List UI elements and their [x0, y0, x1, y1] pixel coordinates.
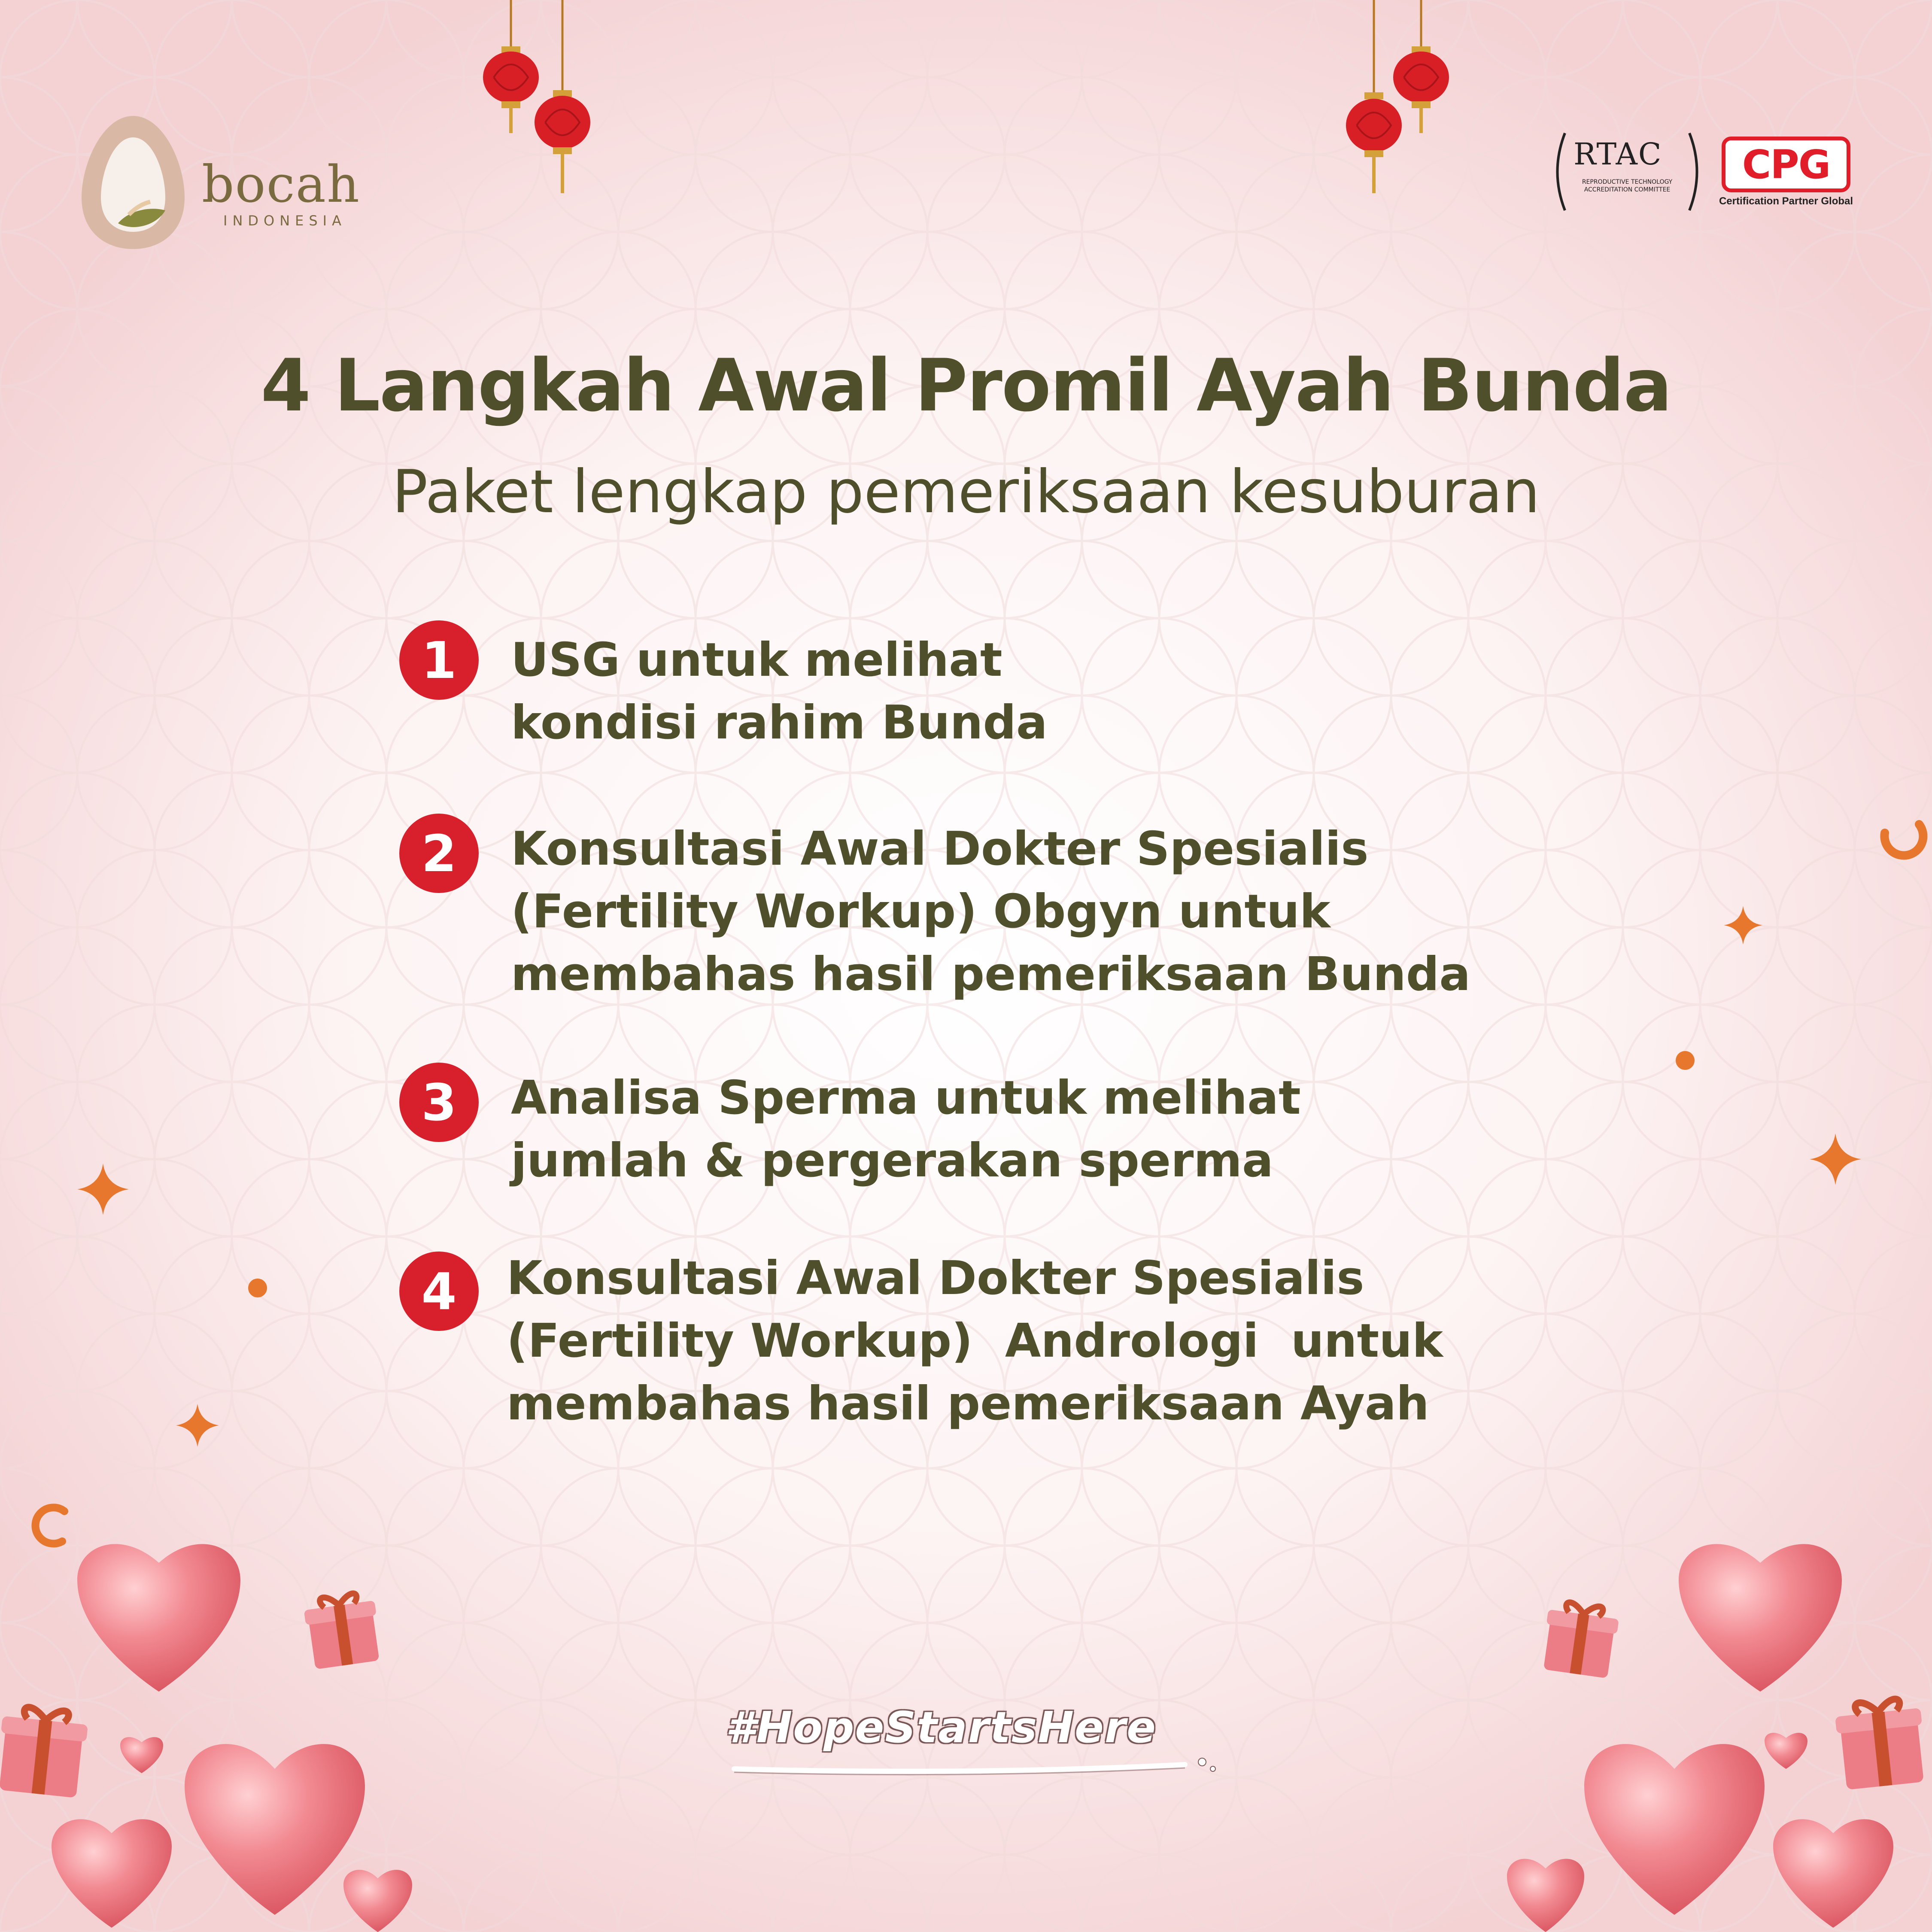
- gift-icon: [302, 1591, 383, 1670]
- cpg-badge: [1722, 137, 1850, 192]
- lantern-icon: [1331, 0, 1468, 202]
- step-number-2: 2: [399, 814, 479, 893]
- heart-icon: [343, 1870, 412, 1932]
- heart-icon: [1507, 1859, 1584, 1932]
- heart-icon: [1773, 1819, 1893, 1928]
- bead-icon: [1672, 1048, 1698, 1073]
- rtac-subtitle: REPRODUCTIVE TECHNOLOGY ACCREDITATION COMMITTEE: [1582, 179, 1673, 193]
- sparkle-icon: [172, 1400, 223, 1451]
- bocah-logo-icon: [77, 112, 189, 253]
- step-text-4: Konsultasi Awal Dokter Spesialis (Fertility Workup) Andrologi untuk membahas hasil pemeriksaan Ayah: [507, 1252, 1443, 1431]
- heart-icon: [77, 1544, 240, 1692]
- swirl-icon: [1872, 807, 1932, 867]
- gift-icon: [1834, 1697, 1928, 1790]
- sparkle-icon: [1719, 902, 1767, 949]
- brand-sub: INDONESIA: [223, 213, 346, 229]
- bead-icon: [245, 1275, 270, 1301]
- hearts-gifts-right: [1460, 1528, 1932, 1932]
- heart-icon: [185, 1744, 365, 1915]
- step-number-3: 3: [399, 1063, 479, 1142]
- rtac-badge: RTAC: [1574, 137, 1662, 172]
- cpg-subtitle: Certification Partner Global: [1719, 195, 1853, 207]
- lantern-icon: [464, 0, 601, 202]
- step-number-1: 1: [399, 620, 479, 700]
- heart-icon: [1765, 1733, 1807, 1769]
- hearts-gifts-left: [0, 1528, 472, 1932]
- brand-name: bocah: [202, 155, 361, 214]
- hashtag-underline: [730, 1752, 1219, 1782]
- step-text-3: Analisa Sperma untuk melihat jumlah & pergerakan sperma: [511, 1071, 1301, 1188]
- gift-icon: [0, 1704, 89, 1798]
- step-number-4: 4: [399, 1252, 479, 1331]
- page-title: 4 Langkah Awal Promil Ayah Bunda: [261, 343, 1671, 428]
- hashtag: #HopeStartsHere: [726, 1702, 1157, 1753]
- heart-icon: [1584, 1744, 1765, 1915]
- step-text-2: Konsultasi Awal Dokter Spesialis (Fertility Workup) Obgyn untuk membahas hasil pemeriksaan Bunda: [511, 822, 1471, 1001]
- sparkle-icon: [1805, 1129, 1865, 1189]
- gift-icon: [1540, 1600, 1620, 1679]
- page-subtitle: Paket lengkap pemeriksaan kesuburan: [392, 457, 1540, 526]
- step-text-1: USG untuk melihat kondisi rahim Bunda: [511, 633, 1048, 750]
- heart-icon: [52, 1819, 172, 1928]
- heart-icon: [120, 1737, 163, 1773]
- cpg-badge-text: CPG: [1742, 141, 1830, 188]
- heart-icon: [1679, 1544, 1842, 1692]
- sparkle-icon: [73, 1159, 133, 1219]
